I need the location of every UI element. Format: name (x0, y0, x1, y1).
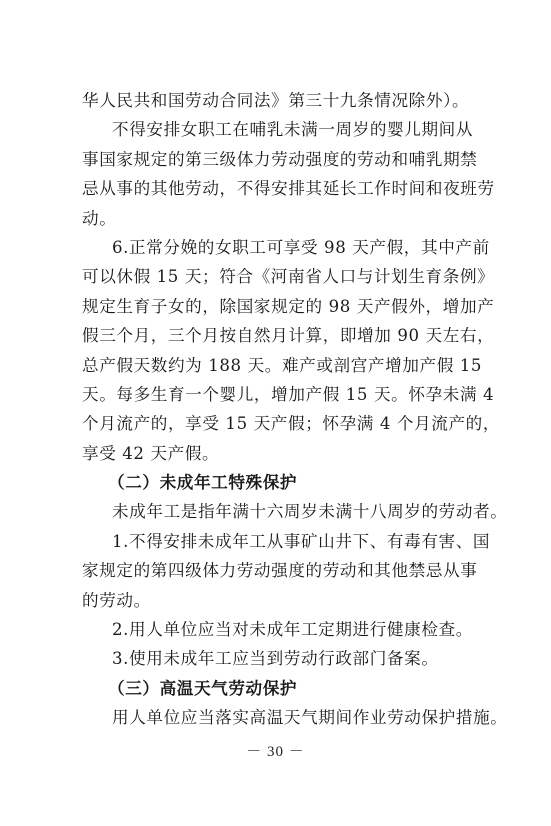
text-line: 天。每多生育一个婴儿，增加产假 15 天。怀孕未满 4 (82, 384, 495, 404)
section-heading-high-temperature: （三）高温天气劳动保护 (108, 677, 298, 698)
text-line: 华人民共和国劳动合同法》第三十九条情况除外）。 (82, 91, 470, 110)
page-number: － 30 － (246, 744, 305, 760)
text-line: 可以休假 15 天；符合《河南省人口与计划生育条例》 (82, 267, 495, 287)
text-line: 个月流产的，享受 15 天产假；怀孕满 4 个月流产的， (82, 414, 501, 434)
text-line: 6.正常分娩的女职工可享受 98 天产假，其中产前 (112, 237, 490, 257)
text-line: 总产假天数约为 188 天。难产或剖宫产增加产假 15 (82, 355, 483, 375)
text-line: 未成年工是指年满十六周岁未满十八周岁的劳动者。 (112, 502, 508, 522)
text-line: 忌从事的其他劳动，不得安排其延长工作时间和夜班劳 (82, 179, 495, 199)
text-line: 事国家规定的第三级体力劳动强度的劳动和哺乳期禁 (82, 149, 478, 169)
text-line: 2.用人单位应当对未成年工定期进行健康检查。 (112, 620, 473, 640)
text-line: 3.使用未成年工应当到劳动行政部门备案。 (112, 649, 439, 669)
body-text (82, 86, 508, 733)
text-line: 动。 (82, 208, 117, 228)
text-line: 享受 42 天产假。 (82, 443, 220, 463)
text-line: 不得安排女职工在哺乳未满一周岁的婴儿期间从 (112, 120, 474, 140)
text-line: 的劳动。 (82, 590, 151, 610)
section-heading-minors: （二）未成年工特殊保护 (108, 472, 298, 493)
text-line: 家规定的第四级体力劳动强度的劳动和其他禁忌从事 (82, 561, 478, 581)
text-line: 假三个月，三个月按自然月计算，即增加 90 天左右， (82, 326, 495, 346)
text-line: 用人单位应当落实高温天气期间作业劳动保护措施。 (112, 708, 508, 728)
text-line: 1.不得安排未成年工从事矿山井下、有毒有害、国 (112, 531, 491, 551)
text-line: 规定生育子女的，除国家规定的 98 天产假外，增加产 (82, 296, 495, 316)
